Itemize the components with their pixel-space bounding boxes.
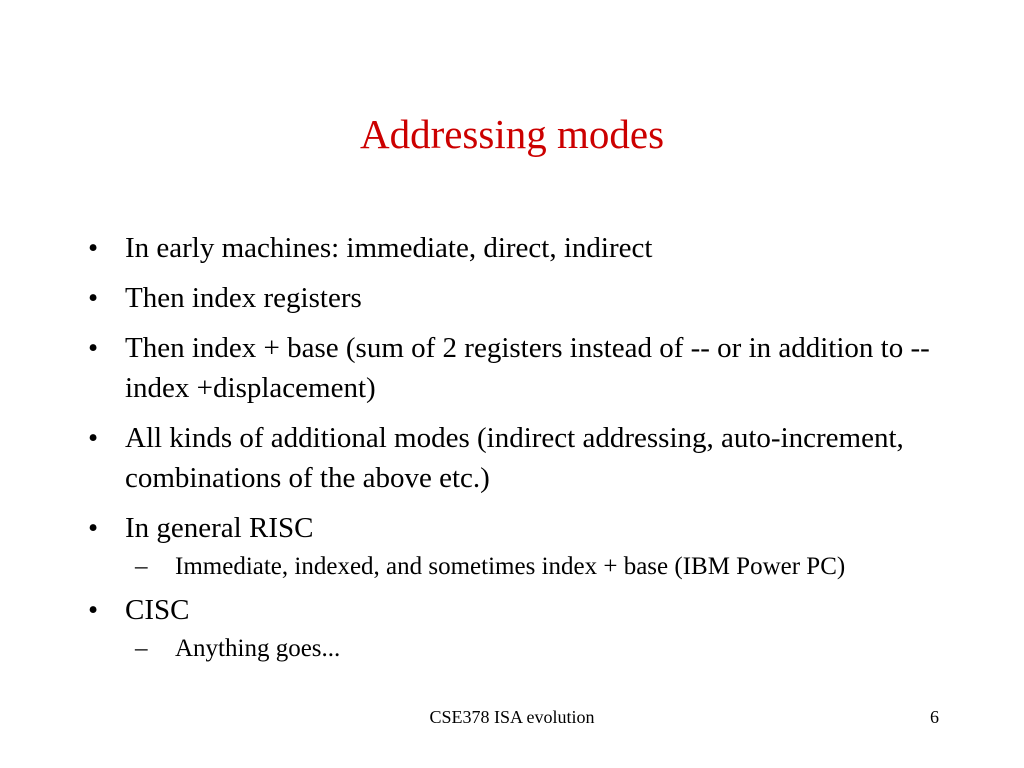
slide-title: Addressing modes [359, 111, 665, 157]
bullet-text: CISC [125, 594, 190, 626]
bullet-item [88, 278, 948, 318]
sub-bullet-text: Immediate, indexed, and sometimes index + base (IBM Power PC) [175, 553, 846, 580]
bullet-text: In early machines: immediate, direct, indirect [125, 232, 653, 264]
bullet-item [88, 508, 948, 548]
bullet-marker: • [88, 282, 99, 314]
bullet-text: All kinds of additional modes (indirect addressing, auto-increment, combinations of the above etc.) [125, 422, 904, 494]
bullet-marker: • [88, 422, 99, 454]
sub-bullet-marker: – [135, 635, 148, 662]
bullet-item [88, 328, 948, 408]
sub-bullet-item [135, 552, 948, 582]
bullet-marker: • [88, 232, 99, 264]
bullet-text: In general RISC [125, 512, 314, 544]
bullet-item [88, 228, 948, 268]
bullet-text: Then index + base (sum of 2 registers instead of -- or in addition to -- index +displacement) [125, 332, 930, 404]
page-number: 6 [930, 707, 939, 727]
bullet-text: Then index registers [125, 282, 362, 314]
footer-title: CSE378 ISA evolution [429, 707, 595, 727]
bullet-marker: • [88, 594, 99, 626]
bullet-list [88, 228, 948, 672]
bullet-item [88, 418, 948, 498]
bullet-marker: • [88, 332, 99, 364]
sub-bullet-marker: – [135, 553, 148, 580]
sub-bullet-text: Anything goes... [175, 635, 341, 662]
bullet-item [88, 590, 948, 630]
bullet-marker: • [88, 512, 99, 544]
sub-bullet-item [135, 634, 948, 664]
